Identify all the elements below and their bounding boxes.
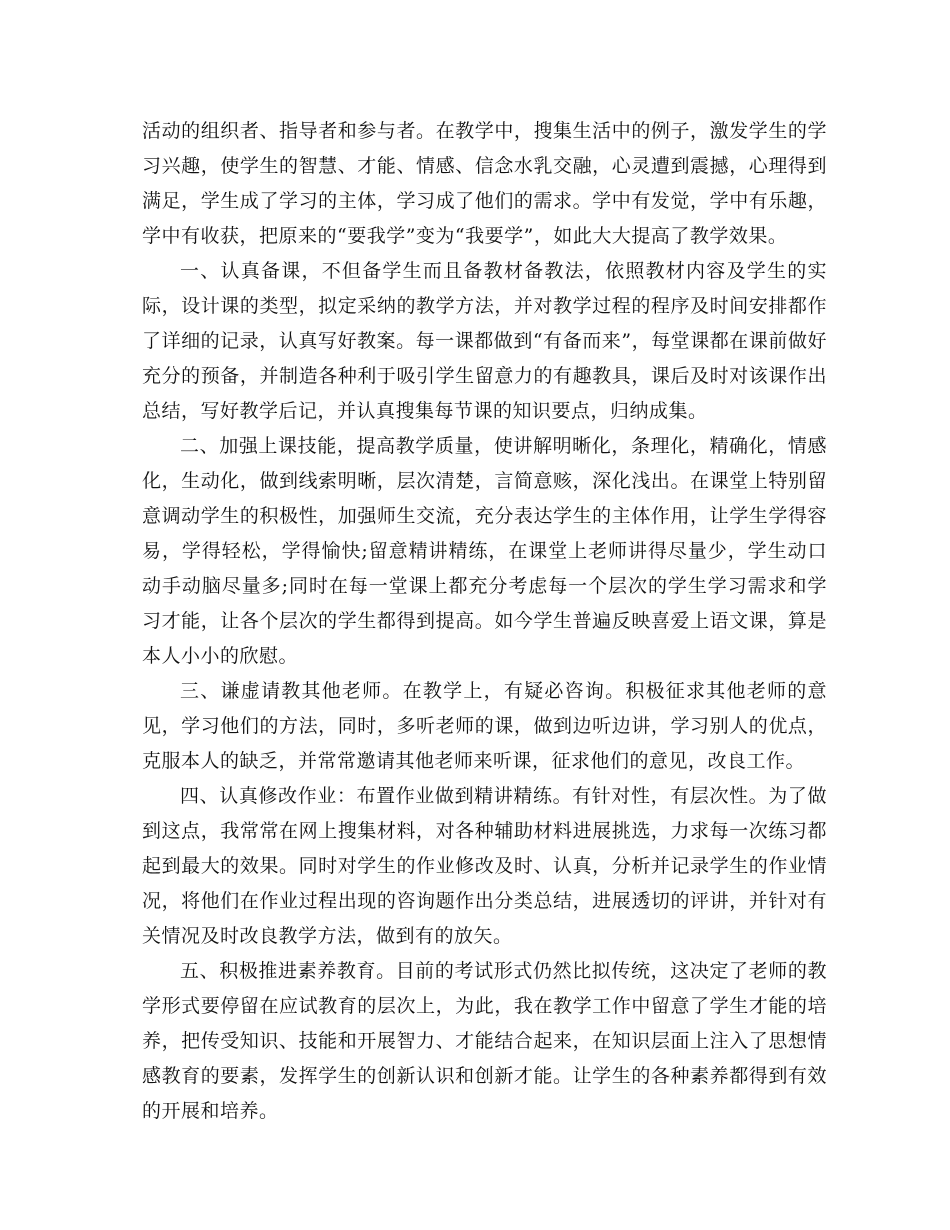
document-body — [142, 114, 827, 1129]
paragraph-continuation: 活动的组织者、指导者和参与者。在教学中，搜集生活中的例子，激发学生的学习兴趣，使学生的智慧、才能、情感、信念水乳交融，心灵遭到震撼，心理得到满足，学生成了学习的主体，学习成了他们的需求。学中有发觉，学中有乐趣，学中有收获，把原来的“要我学”变为“我要学”，如此大大提高了教学效果。 — [142, 120, 827, 247]
paragraph-quality-education: 五、积极推进素养教育。目前的考试形式仍然比拟传统，这决定了老师的教学形式要停留在应试教育的层次上，为此，我在教学工作中留意了学生才能的培养，把传受知识、技能和开展智力、才能结合起来，在知识层面上注入了思想情感教育的要素，发挥学生的创新认识和创新才能。让学生的各种素养都得到有效的开展和培养。 — [142, 960, 827, 1122]
paragraph-homework-correction: 四、认真修改作业：布置作业做到精讲精练。有针对性，有层次性。为了做到这点，我常常在网上搜集材料，对各种辅助材料进展挑选，力求每一次练习都起到最大的效果。同时对学生的作业修改及时、认真，分析并记录学生的作业情况，将他们在作业过程出现的咨询题作出分类总结，进展透切的评讲，并针对有关情况及时改良教学方法，做到有的放矢。 — [142, 785, 827, 947]
paragraph-consult-teachers: 三、谦虚请教其他老师。在教学上，有疑必咨询。积极征求其他老师的意见，学习他们的方法，同时，多听老师的课，做到边听边讲，学习别人的优点，克服本人的缺乏，并常常邀请其他老师来听课，征求他们的意见，改良工作。 — [142, 680, 827, 772]
paragraph-lesson-preparation: 一、认真备课，不但备学生而且备教材备教法，依照教材内容及学生的实际，设计课的类型，拟定采纳的教学方法，并对教学过程的程序及时间安排都作了详细的记录，认真写好教案。每一课都做到“有备而来”，每堂课都在课前做好充分的预备，并制造各种利于吸引学生留意力的有趣教具，课后及时对该课作出总结，写好教学后记，并认真搜集每节课的知识要点，归纳成集。 — [142, 260, 827, 422]
paragraph-teaching-skills: 二、加强上课技能，提高教学质量，使讲解明晰化，条理化，精确化，情感化，生动化，做到线索明晰，层次清楚，言简意赅，深化浅出。在课堂上特别留意调动学生的积极性，加强师生交流，充分表达学生的主体作用，让学生学得容易，学得轻松，学得愉快;留意精讲精练，在课堂上老师讲得尽量少，学生动口动手动脑尽量多;同时在每一堂课上都充分考虑每一个层次的学生学习需求和学习才能，让各个层次的学生都得到提高。如今学生普遍反映喜爱上语文课，算是本人小小的欣慰。 — [142, 435, 827, 667]
